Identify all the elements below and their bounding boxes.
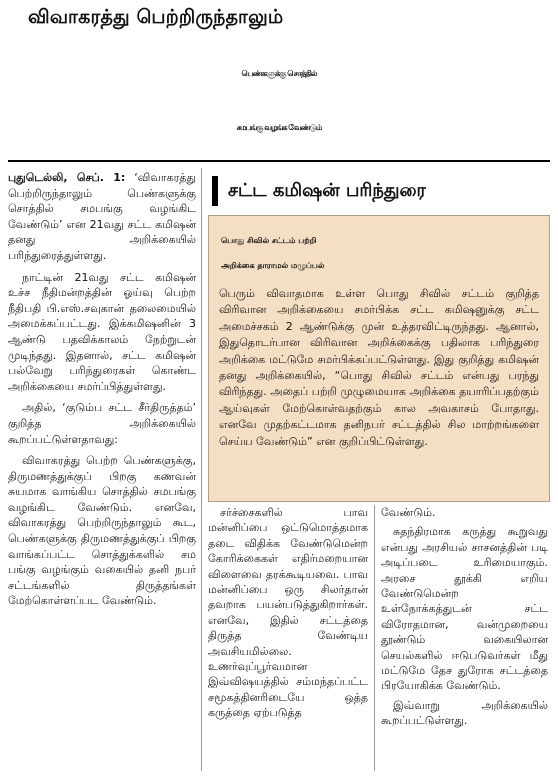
kicker: விவாகரத்து பெற்றிருந்தாலும் (28, 6, 284, 28)
headline-line-2: சமபங்கு வழங்க வேண்டும் (236, 123, 322, 132)
dateline: புதுடெல்லி, செப். 1: (8, 171, 126, 184)
right-column (381, 505, 548, 771)
subhead: சட்ட கமிஷன் பரிந்துரை (212, 176, 558, 206)
right-paragraph: வேண்டும். (381, 506, 436, 519)
right-paragraph: இவ்வாறு அறிக்கையில் கூறப்பட்டுள்ளது. (381, 698, 548, 728)
box-title (221, 228, 537, 278)
headline-line-1: பெண்களுக்கு சொத்தில் (241, 69, 317, 78)
right-paragraph: சுதந்திரமாக கருத்து கூறுவது என்பது அரசியல் சாசனத்தின் படி அடிப்படை உரிமையாகும். அரசை தூக்கி எறிய வேண்டுமென்ற உள்நோக்கத்துடன் சட்ட விரோதமான, வன்முறையை தூண்டும் வகையிலான செயல்களில் ஈடுபடுவர்கள் மீது மட்டுமே தேச துரோக சட்டத்தை பிரயோகிக்க வேண்டும். (381, 525, 548, 693)
column-divider (201, 168, 202, 771)
column-divider (374, 505, 375, 771)
lead-text: ‘விவாகரத்து பெற்றிருந்தாலும் பெண்களுக்கு சொத்தில் சமபங்கு வழங்கிட வேண்டும்’ என 21வது சட்ட கமிஷன் தனது அறிக்கையில் பரிந்துரைத்துள்ளது. (8, 171, 196, 262)
left-paragraph: விவாகரத்து பெற்ற பெண்களுக்கு, திருமணத்துக்குப் பிறகு கணவன் சுயமாக வாங்கிய சொத்தில் சமபங்கு வழங்கிட வேண்டும். எனவே, விவாகரத்து பெற்றிருந்தாலும் கூட, பெண்களுக்கு திருமணத்துக்குப் பிறகு வாங்கப்பட்ட சொத்துக்களில் சம பங்கு வழங்கும் வகையில் தனி நபர் சட்டங்களில் திருத்தங்கள் மேற்கொள்ளப்பட வேண்டும். (8, 454, 196, 608)
box-title-line-2: அறிக்கை தாராமல் மழுப்பல் (221, 261, 325, 270)
headline-rule (8, 160, 550, 162)
box-body: பெரும் விவாதமாக உள்ள பொது சிவில் சட்டம் குறித்த விரிவான அறிக்கையை சமர்பிக்க சட்ட கமிஷனுக்கு சட்ட அமைச்சகம் 2 ஆண்டுக்கு முன் உத்தரவிட்டிருந்தது. ஆனால், இதுதொடர்பான விரிவான அறிக்கைக்கு பதிலாக பரிந்துரை அறிக்கை மட்டுமே சமர்பிக்கப்பட்டுள்ளது. இது குறித்து கமிஷன் தனது அறிக்கையில், “பொது சிவில் சட்டம் என்பது பரந்து விரிந்தது. அதைப் பற்றி முழுமையாக அறிக்கை தயாரிப்பதற்கும் ஆய்வுகள் மேற்கொள்வதற்கும் கால அவகாசம் போதாது. எனவே முதற்கட்டமாக தனிநபர் சட்டத்தில் சில மாற்றங்களை செய்ய வேண்டும்” என குறிப்பிட்டுள்ளது. (219, 287, 539, 448)
left-paragraph: நாட்டின் 21வது சட்ட கமிஷன் உச்ச நீதிமன்றத்தின் ஓய்வு பெற்ற நீதிபதி பி.எஸ்.சவுகான் தலைமையில் அமைக்கப்பட்டது. இக்கமிஷனின் 3 ஆண்டு பதவிக்காலம் நேற்றுடன் முடிந்தது. இதனால், சட்ட கமிஷன் பல்வேறு பரிந்துரைகள் கொண்ட அறிக்கையை சமர்ப்பித்துள்ளது. (8, 270, 196, 393)
box-title-line-1: பொது சிவில் சட்டம் பற்றி (221, 236, 317, 245)
lead-paragraph (8, 170, 196, 264)
sidebar-box (208, 215, 550, 502)
left-paragraph: அதில், ‘குடும்ப சட்ட சீர்திருத்தம்’ குறித்த அறிக்கையில் கூறப்பட்டுள்ளதாவது: (8, 401, 196, 446)
middle-paragraph: சர்ச்சைகளில் பாவ மன்னிப்பை ஒட்டுமொத்தமாக தடை விதிக்க வேண்டுமென்ற கோரிக்கைகள் எதிர்மறையான விளைவை தரக்கூடியவை. பாவ மன்னிப்பை ஒரு சிலர்தான் தவறாக பயன்படுத்துகிறார்கள். எனவே, இதில் சட்டத்தை திருத்த வேண்டிய அவசியமில்லை. உணர்வுப்பூர்வமான இவ்விஷயத்தில் சம்மந்தப்பட்ட சமூகத்தினரிடையே ஒத்த கருத்தை ஏற்படுத்த (208, 506, 368, 720)
left-column (8, 170, 196, 770)
middle-column (208, 505, 368, 771)
